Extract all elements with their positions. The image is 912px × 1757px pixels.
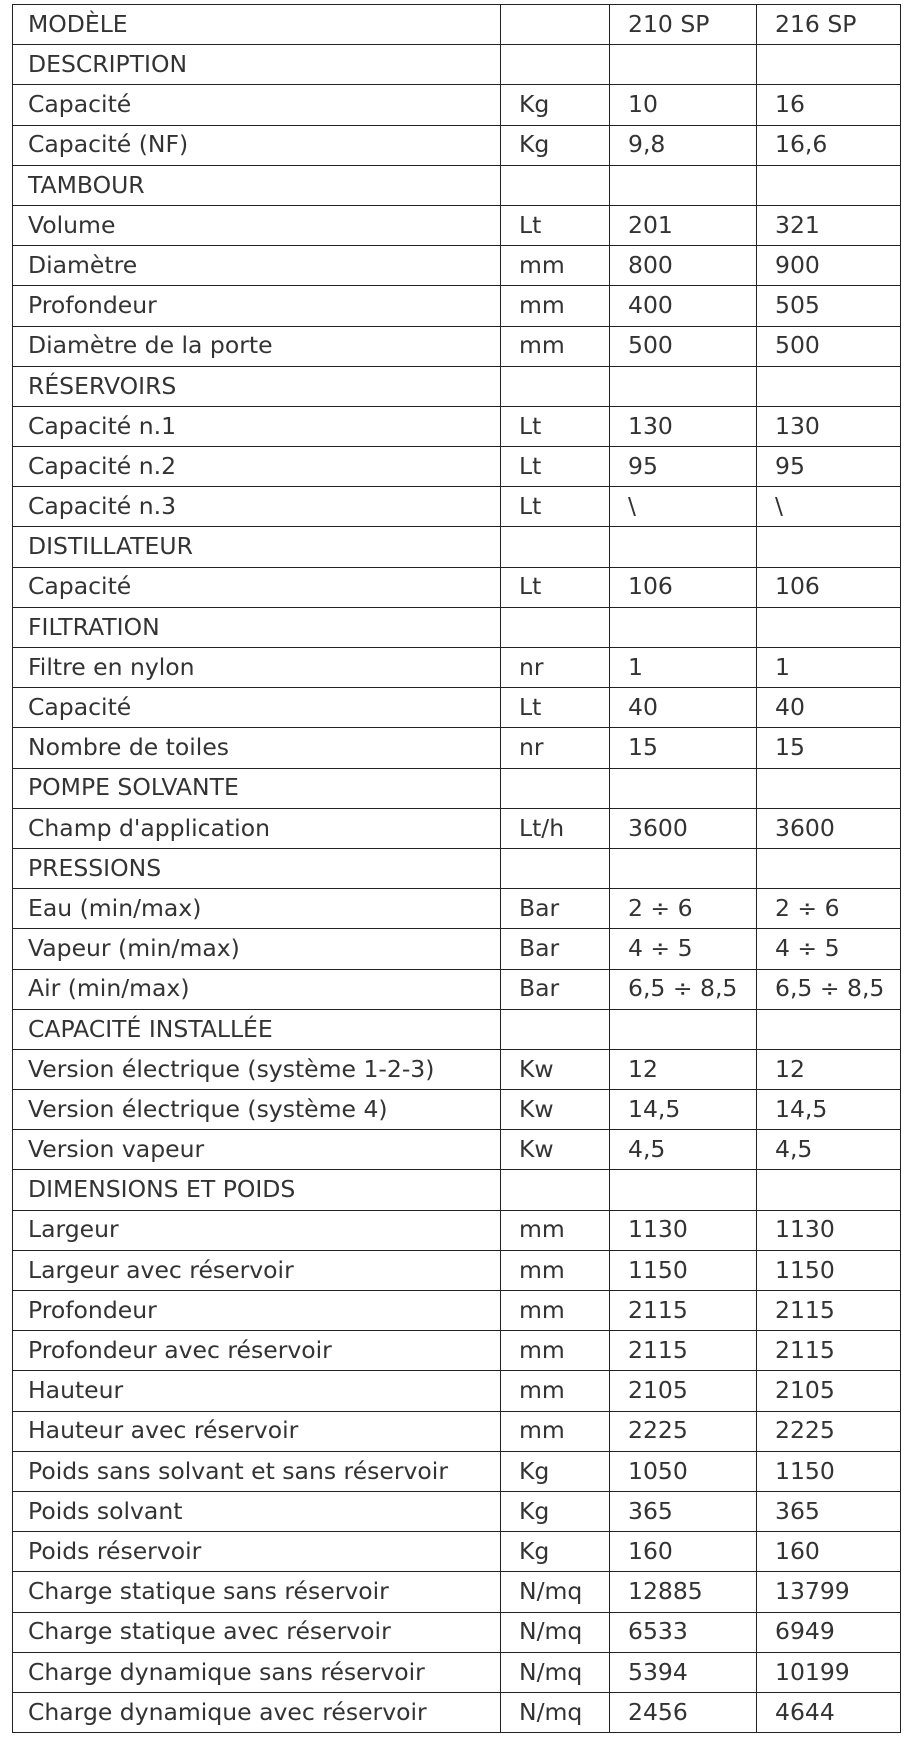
table-row — [13, 768, 901, 808]
header-row — [13, 5, 901, 45]
table-row — [13, 607, 901, 647]
row-value-216: 900 — [757, 246, 901, 286]
row-value-216: 2 ÷ 6 — [757, 889, 901, 929]
row-value-210 — [610, 768, 757, 808]
row-unit: mm — [501, 1371, 610, 1411]
spec-body — [13, 45, 901, 1733]
row-value-216: 6,5 ÷ 8,5 — [757, 969, 901, 1009]
row-unit — [501, 165, 610, 205]
row-label: Poids sans solvant et sans réservoir — [13, 1451, 501, 1491]
row-unit: N/mq — [501, 1652, 610, 1692]
row-value-210: 6,5 ÷ 8,5 — [610, 969, 757, 1009]
table-row — [13, 286, 901, 326]
row-value-210 — [610, 1009, 757, 1049]
row-value-210: 4 ÷ 5 — [610, 929, 757, 969]
row-value-216 — [757, 848, 901, 888]
table-row — [13, 1411, 901, 1451]
row-value-216: 365 — [757, 1491, 901, 1531]
row-unit — [501, 768, 610, 808]
table-row — [13, 929, 901, 969]
table-row — [13, 447, 901, 487]
row-value-210: \ — [610, 487, 757, 527]
row-value-210: 500 — [610, 326, 757, 366]
row-unit — [501, 45, 610, 85]
row-label: Capacité n.3 — [13, 487, 501, 527]
row-value-210: 5394 — [610, 1652, 757, 1692]
row-label: PRESSIONS — [13, 848, 501, 888]
row-value-216: 15 — [757, 728, 901, 768]
row-value-210: 4,5 — [610, 1130, 757, 1170]
row-value-216: 13799 — [757, 1572, 901, 1612]
row-label: Nombre de toiles — [13, 728, 501, 768]
row-value-210: 2115 — [610, 1331, 757, 1371]
row-unit: Lt — [501, 688, 610, 728]
row-label: Profondeur — [13, 1291, 501, 1331]
header-unit — [501, 5, 610, 45]
row-value-216: 500 — [757, 326, 901, 366]
header-label: MODÈLE — [13, 5, 501, 45]
row-unit: N/mq — [501, 1692, 610, 1732]
row-value-216 — [757, 165, 901, 205]
row-unit: Bar — [501, 929, 610, 969]
row-value-216: 12 — [757, 1049, 901, 1089]
table-row — [13, 406, 901, 446]
row-value-216: \ — [757, 487, 901, 527]
row-unit: Kg — [501, 1491, 610, 1531]
table-row — [13, 1331, 901, 1371]
row-unit — [501, 366, 610, 406]
row-value-216: 321 — [757, 205, 901, 245]
row-value-210: 15 — [610, 728, 757, 768]
row-unit: Lt/h — [501, 808, 610, 848]
row-value-210: 9,8 — [610, 125, 757, 165]
table-row — [13, 1090, 901, 1130]
row-value-216: 2105 — [757, 1371, 901, 1411]
row-label: Capacité — [13, 688, 501, 728]
row-unit: mm — [501, 326, 610, 366]
row-label: Charge statique avec réservoir — [13, 1612, 501, 1652]
row-value-210: 2225 — [610, 1411, 757, 1451]
row-value-216 — [757, 768, 901, 808]
table-row — [13, 567, 901, 607]
table-row — [13, 45, 901, 85]
row-unit: Lt — [501, 567, 610, 607]
row-unit: Kw — [501, 1090, 610, 1130]
row-value-216: 505 — [757, 286, 901, 326]
row-value-210 — [610, 45, 757, 85]
row-unit: nr — [501, 648, 610, 688]
row-label: Diamètre de la porte — [13, 326, 501, 366]
row-value-210: 2105 — [610, 1371, 757, 1411]
row-unit: Lt — [501, 205, 610, 245]
row-value-216 — [757, 45, 901, 85]
row-value-210: 14,5 — [610, 1090, 757, 1130]
row-value-216: 10199 — [757, 1652, 901, 1692]
row-value-216: 40 — [757, 688, 901, 728]
row-value-210: 130 — [610, 406, 757, 446]
row-unit — [501, 1009, 610, 1049]
row-label: DIMENSIONS ET POIDS — [13, 1170, 501, 1210]
row-label: Capacité n.1 — [13, 406, 501, 446]
row-unit: mm — [501, 1331, 610, 1371]
row-value-216 — [757, 607, 901, 647]
row-value-216 — [757, 366, 901, 406]
table-row — [13, 326, 901, 366]
row-label: Hauteur — [13, 1371, 501, 1411]
row-label: Poids solvant — [13, 1491, 501, 1531]
row-label: Capacité — [13, 567, 501, 607]
row-value-216: 16,6 — [757, 125, 901, 165]
table-row — [13, 1451, 901, 1491]
row-unit: nr — [501, 728, 610, 768]
row-value-216: 1 — [757, 648, 901, 688]
row-label: Version électrique (système 1-2-3) — [13, 1049, 501, 1089]
row-unit: Lt — [501, 487, 610, 527]
row-label: Hauteur avec réservoir — [13, 1411, 501, 1451]
row-value-210: 2 ÷ 6 — [610, 889, 757, 929]
table-row — [13, 1049, 901, 1089]
row-unit — [501, 848, 610, 888]
row-value-216: 130 — [757, 406, 901, 446]
spec-table — [12, 4, 901, 1733]
row-value-210: 1150 — [610, 1250, 757, 1290]
row-value-210: 160 — [610, 1532, 757, 1572]
row-label: Poids réservoir — [13, 1532, 501, 1572]
row-value-216 — [757, 1009, 901, 1049]
row-unit: Kg — [501, 1532, 610, 1572]
row-value-216: 4 ÷ 5 — [757, 929, 901, 969]
row-value-216: 2115 — [757, 1331, 901, 1371]
row-label: FILTRATION — [13, 607, 501, 647]
row-label: Version vapeur — [13, 1130, 501, 1170]
table-row — [13, 1371, 901, 1411]
row-value-216: 4644 — [757, 1692, 901, 1732]
row-value-210: 12 — [610, 1049, 757, 1089]
row-unit — [501, 1170, 610, 1210]
row-label: Air (min/max) — [13, 969, 501, 1009]
row-unit: mm — [501, 1411, 610, 1451]
row-value-216: 6949 — [757, 1612, 901, 1652]
row-value-216: 2115 — [757, 1291, 901, 1331]
row-label: Largeur avec réservoir — [13, 1250, 501, 1290]
row-value-210: 10 — [610, 85, 757, 125]
row-value-210 — [610, 527, 757, 567]
row-value-210 — [610, 607, 757, 647]
row-label: Largeur — [13, 1210, 501, 1250]
row-unit: Kw — [501, 1049, 610, 1089]
row-unit: Bar — [501, 889, 610, 929]
table-row — [13, 808, 901, 848]
table-row — [13, 1009, 901, 1049]
row-label: CAPACITÉ INSTALLÉE — [13, 1009, 501, 1049]
row-value-216: 3600 — [757, 808, 901, 848]
row-value-216: 2225 — [757, 1411, 901, 1451]
row-value-216 — [757, 1170, 901, 1210]
row-value-210: 12885 — [610, 1572, 757, 1612]
row-label: Charge dynamique sans réservoir — [13, 1652, 501, 1692]
row-value-210: 2456 — [610, 1692, 757, 1732]
row-value-216: 16 — [757, 85, 901, 125]
table-row — [13, 246, 901, 286]
row-unit: N/mq — [501, 1572, 610, 1612]
row-value-210 — [610, 165, 757, 205]
row-unit: Lt — [501, 447, 610, 487]
table-row — [13, 165, 901, 205]
table-row — [13, 1250, 901, 1290]
table-row — [13, 1572, 901, 1612]
row-label: Profondeur avec réservoir — [13, 1331, 501, 1371]
table-row — [13, 969, 901, 1009]
row-value-210: 365 — [610, 1491, 757, 1531]
row-label: Volume — [13, 205, 501, 245]
table-row — [13, 728, 901, 768]
row-label: DESCRIPTION — [13, 45, 501, 85]
row-label: Filtre en nylon — [13, 648, 501, 688]
table-row — [13, 1291, 901, 1331]
row-value-210 — [610, 1170, 757, 1210]
row-unit: Kg — [501, 125, 610, 165]
row-value-216: 1150 — [757, 1451, 901, 1491]
row-unit: Kw — [501, 1130, 610, 1170]
row-value-210: 95 — [610, 447, 757, 487]
row-label: Capacité — [13, 85, 501, 125]
row-label: TAMBOUR — [13, 165, 501, 205]
table-row — [13, 1210, 901, 1250]
table-row — [13, 1692, 901, 1732]
row-value-210: 1130 — [610, 1210, 757, 1250]
row-label: Capacité n.2 — [13, 447, 501, 487]
row-value-216: 106 — [757, 567, 901, 607]
row-label: Vapeur (min/max) — [13, 929, 501, 969]
table-row — [13, 688, 901, 728]
header-model-210: 210 SP — [610, 5, 757, 45]
row-label: Capacité (NF) — [13, 125, 501, 165]
row-unit: Bar — [501, 969, 610, 1009]
row-label: Eau (min/max) — [13, 889, 501, 929]
table-row — [13, 1652, 901, 1692]
row-value-216: 160 — [757, 1532, 901, 1572]
row-unit: Kg — [501, 85, 610, 125]
row-unit: mm — [501, 286, 610, 326]
row-value-210: 800 — [610, 246, 757, 286]
row-unit: mm — [501, 1250, 610, 1290]
row-value-210: 3600 — [610, 808, 757, 848]
row-label: RÉSERVOIRS — [13, 366, 501, 406]
row-value-210: 201 — [610, 205, 757, 245]
table-row — [13, 889, 901, 929]
row-value-216: 1150 — [757, 1250, 901, 1290]
row-value-210: 1 — [610, 648, 757, 688]
row-value-216: 14,5 — [757, 1090, 901, 1130]
row-unit: mm — [501, 1210, 610, 1250]
header-model-216: 216 SP — [757, 5, 901, 45]
table-row — [13, 648, 901, 688]
table-row — [13, 205, 901, 245]
row-label: POMPE SOLVANTE — [13, 768, 501, 808]
row-label: Champ d'application — [13, 808, 501, 848]
table-row — [13, 1491, 901, 1531]
table-row — [13, 125, 901, 165]
row-value-210 — [610, 366, 757, 406]
table-row — [13, 1170, 901, 1210]
row-unit: mm — [501, 246, 610, 286]
row-unit: N/mq — [501, 1612, 610, 1652]
table-row — [13, 527, 901, 567]
table-row — [13, 848, 901, 888]
table-row — [13, 487, 901, 527]
row-label: Diamètre — [13, 246, 501, 286]
row-value-210 — [610, 848, 757, 888]
row-value-216: 4,5 — [757, 1130, 901, 1170]
table-row — [13, 1532, 901, 1572]
row-label: Version électrique (système 4) — [13, 1090, 501, 1130]
table-row — [13, 366, 901, 406]
row-label: DISTILLATEUR — [13, 527, 501, 567]
row-value-210: 6533 — [610, 1612, 757, 1652]
row-unit: mm — [501, 1291, 610, 1331]
row-value-210: 400 — [610, 286, 757, 326]
row-label: Charge dynamique avec réservoir — [13, 1692, 501, 1732]
row-value-210: 2115 — [610, 1291, 757, 1331]
row-unit: Lt — [501, 406, 610, 446]
row-unit: Kg — [501, 1451, 610, 1491]
table-row — [13, 85, 901, 125]
row-unit — [501, 527, 610, 567]
row-value-210: 1050 — [610, 1451, 757, 1491]
table-row — [13, 1130, 901, 1170]
row-label: Charge statique sans réservoir — [13, 1572, 501, 1612]
row-unit — [501, 607, 610, 647]
row-value-210: 106 — [610, 567, 757, 607]
row-value-216 — [757, 527, 901, 567]
row-value-216: 1130 — [757, 1210, 901, 1250]
row-value-216: 95 — [757, 447, 901, 487]
table-row — [13, 1612, 901, 1652]
row-label: Profondeur — [13, 286, 501, 326]
row-value-210: 40 — [610, 688, 757, 728]
